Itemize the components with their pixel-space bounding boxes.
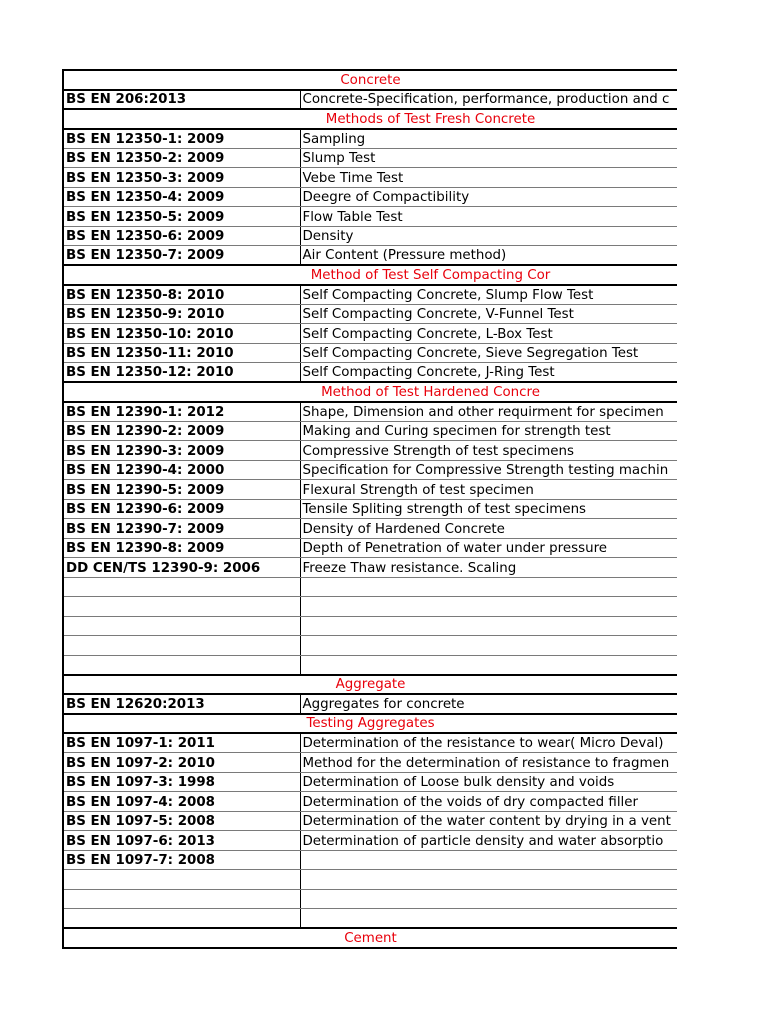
standard-description-cell[interactable]: Concrete-Specification, performance, production and c bbox=[300, 90, 677, 110]
standard-code-cell[interactable]: BS EN 1097-7: 2008 bbox=[63, 850, 300, 870]
table-row bbox=[63, 753, 677, 773]
standard-code-cell[interactable]: BS EN 12350-5: 2009 bbox=[63, 207, 300, 227]
standard-description-cell[interactable]: Determination of Loose bulk density and voids bbox=[300, 772, 677, 792]
table-row bbox=[63, 577, 677, 597]
standard-description-cell[interactable]: Compressive Strength of test specimens bbox=[300, 441, 677, 461]
section-header-cell[interactable] bbox=[63, 928, 677, 948]
section-title: Aggregate bbox=[335, 677, 406, 692]
table-row bbox=[63, 499, 677, 519]
table-row bbox=[63, 636, 677, 656]
standards-table-body bbox=[63, 70, 677, 948]
table-row bbox=[63, 421, 677, 441]
standard-code-cell[interactable]: BS EN 12390-7: 2009 bbox=[63, 519, 300, 539]
standard-code-cell[interactable]: BS EN 1097-4: 2008 bbox=[63, 792, 300, 812]
section-title: Testing Aggregates bbox=[306, 716, 435, 731]
table-row bbox=[63, 304, 677, 324]
section-header-row bbox=[63, 675, 677, 695]
standard-description-cell[interactable]: Self Compacting Concrete, J-Ring Test bbox=[300, 363, 677, 383]
standard-code-cell[interactable]: BS EN 206:2013 bbox=[63, 90, 300, 110]
standard-description-cell[interactable]: Determination of particle density and water absorptio bbox=[300, 831, 677, 851]
table-row bbox=[63, 168, 677, 188]
standard-description-cell[interactable]: Flexural Strength of test specimen bbox=[300, 480, 677, 500]
table-row bbox=[63, 441, 677, 461]
standard-code-cell[interactable]: BS EN 1097-5: 2008 bbox=[63, 811, 300, 831]
table-row bbox=[63, 558, 677, 578]
table-row bbox=[63, 90, 677, 110]
standard-code-cell[interactable]: BS EN 12390-6: 2009 bbox=[63, 499, 300, 519]
section-header-cell[interactable] bbox=[63, 382, 677, 402]
standard-code-cell[interactable]: BS EN 12390-3: 2009 bbox=[63, 441, 300, 461]
standard-description-cell[interactable]: Density bbox=[300, 226, 677, 246]
standard-code-cell[interactable]: BS EN 12350-9: 2010 bbox=[63, 304, 300, 324]
section-title: Cement bbox=[344, 930, 397, 946]
table-row bbox=[63, 402, 677, 422]
standard-description-cell[interactable]: Making and Curing specimen for strength test bbox=[300, 421, 677, 441]
standard-description-cell[interactable] bbox=[300, 597, 677, 617]
table-row bbox=[63, 694, 677, 714]
table-row bbox=[63, 226, 677, 246]
section-header-cell[interactable] bbox=[63, 109, 677, 129]
section-title: Method of Test Hardened Concre bbox=[321, 384, 540, 400]
standard-code-cell[interactable]: BS EN 12390-2: 2009 bbox=[63, 421, 300, 441]
standard-code-cell[interactable]: BS EN 12350-7: 2009 bbox=[63, 246, 300, 266]
section-header-row bbox=[63, 70, 677, 90]
standards-sheet bbox=[62, 69, 676, 949]
table-row bbox=[63, 850, 677, 870]
standard-code-cell[interactable]: BS EN 1097-2: 2010 bbox=[63, 753, 300, 773]
table-row bbox=[63, 480, 677, 500]
standard-code-cell[interactable]: BS EN 12390-4: 2000 bbox=[63, 460, 300, 480]
section-title: Method of Test Self Compacting Cor bbox=[310, 267, 551, 283]
standard-description-cell[interactable]: Flow Table Test bbox=[300, 207, 677, 227]
section-header-row bbox=[63, 382, 677, 402]
standard-description-cell[interactable] bbox=[300, 577, 677, 597]
standard-description-cell[interactable] bbox=[300, 616, 677, 636]
standard-code-cell[interactable] bbox=[63, 655, 300, 675]
standard-description-cell[interactable]: Self Compacting Concrete, Slump Flow Test bbox=[300, 285, 677, 305]
standard-code-cell[interactable] bbox=[63, 577, 300, 597]
standard-code-cell[interactable]: BS EN 1097-3: 1998 bbox=[63, 772, 300, 792]
standard-code-cell[interactable]: DD CEN/TS 12390-9: 2006 bbox=[63, 558, 300, 578]
standard-description-cell[interactable]: Slump Test bbox=[300, 148, 677, 168]
table-row bbox=[63, 246, 677, 266]
standard-code-cell[interactable]: BS EN 12350-8: 2010 bbox=[63, 285, 300, 305]
standard-code-cell[interactable]: BS EN 12350-4: 2009 bbox=[63, 187, 300, 207]
section-header-row bbox=[63, 714, 677, 734]
section-header-row bbox=[63, 109, 677, 129]
standard-code-cell[interactable]: BS EN 12350-3: 2009 bbox=[63, 168, 300, 188]
table-row bbox=[63, 655, 677, 675]
standard-description-cell[interactable]: Self Compacting Concrete, L-Box Test bbox=[300, 324, 677, 344]
table-row bbox=[63, 909, 677, 929]
section-header-cell[interactable] bbox=[63, 675, 677, 695]
section-header-cell[interactable] bbox=[63, 265, 677, 285]
table-row bbox=[63, 324, 677, 344]
standard-description-cell[interactable]: Determination of the resistance to wear( Micro Deval) bbox=[300, 733, 677, 753]
table-row bbox=[63, 889, 677, 909]
section-title: Methods of Test Fresh Concrete bbox=[325, 111, 536, 127]
standard-code-cell[interactable]: BS EN 12620:2013 bbox=[63, 694, 300, 714]
table-row bbox=[63, 772, 677, 792]
standard-code-cell[interactable] bbox=[63, 597, 300, 617]
standards-table bbox=[62, 69, 677, 949]
standard-code-cell[interactable]: BS EN 1097-6: 2013 bbox=[63, 831, 300, 851]
table-row bbox=[63, 616, 677, 636]
standard-description-cell[interactable]: Self Compacting Concrete, Sieve Segregation Test bbox=[300, 343, 677, 363]
table-row bbox=[63, 148, 677, 168]
standard-description-cell[interactable] bbox=[300, 850, 677, 870]
table-row bbox=[63, 870, 677, 890]
table-row bbox=[63, 460, 677, 480]
standard-description-cell[interactable]: Sampling bbox=[300, 129, 677, 149]
section-header-cell[interactable] bbox=[63, 70, 677, 90]
standard-code-cell[interactable] bbox=[63, 636, 300, 656]
standard-code-cell[interactable]: BS EN 12350-10: 2010 bbox=[63, 324, 300, 344]
standard-description-cell[interactable]: Method for the determination of resistance to fragmen bbox=[300, 753, 677, 773]
table-row bbox=[63, 831, 677, 851]
standard-description-cell[interactable]: Air Content (Pressure method) bbox=[300, 246, 677, 266]
standard-description-cell[interactable]: Aggregates for concrete bbox=[300, 694, 677, 714]
standard-code-cell[interactable]: BS EN 12350-2: 2009 bbox=[63, 148, 300, 168]
standard-description-cell[interactable]: Depth of Penetration of water under pressure bbox=[300, 538, 677, 558]
standard-description-cell[interactable]: Tensile Spliting strength of test specimens bbox=[300, 499, 677, 519]
standard-code-cell[interactable] bbox=[63, 909, 300, 929]
table-row bbox=[63, 538, 677, 558]
standard-code-cell[interactable]: BS EN 12350-6: 2009 bbox=[63, 226, 300, 246]
standard-description-cell[interactable]: Determination of the water content by drying in a vent bbox=[300, 811, 677, 831]
table-row bbox=[63, 597, 677, 617]
standard-code-cell[interactable]: BS EN 12390-1: 2012 bbox=[63, 402, 300, 422]
standard-code-cell[interactable]: BS EN 12390-5: 2009 bbox=[63, 480, 300, 500]
standard-description-cell[interactable]: Density of Hardened Concrete bbox=[300, 519, 677, 539]
table-row bbox=[63, 129, 677, 149]
section-title: Concrete bbox=[340, 72, 401, 88]
table-row bbox=[63, 363, 677, 383]
table-row bbox=[63, 733, 677, 753]
standard-code-cell[interactable] bbox=[63, 870, 300, 890]
standard-description-cell[interactable] bbox=[300, 655, 677, 675]
section-header-row bbox=[63, 928, 677, 948]
standard-description-cell[interactable] bbox=[300, 909, 677, 929]
standard-description-cell[interactable] bbox=[300, 636, 677, 656]
standard-code-cell[interactable]: BS EN 12350-1: 2009 bbox=[63, 129, 300, 149]
standard-description-cell[interactable]: Determination of the voids of dry compacted filler bbox=[300, 792, 677, 812]
table-row bbox=[63, 811, 677, 831]
standard-description-cell[interactable]: Vebe Time Test bbox=[300, 168, 677, 188]
standard-description-cell[interactable] bbox=[300, 870, 677, 890]
section-header-cell[interactable] bbox=[63, 714, 677, 734]
standard-code-cell[interactable] bbox=[63, 889, 300, 909]
section-header-row bbox=[63, 265, 677, 285]
table-row bbox=[63, 519, 677, 539]
standard-code-cell[interactable]: BS EN 1097-1: 2011 bbox=[63, 733, 300, 753]
standard-description-cell[interactable] bbox=[300, 889, 677, 909]
table-row bbox=[63, 792, 677, 812]
standard-description-cell[interactable]: Specification for Compressive Strength testing machin bbox=[300, 460, 677, 480]
standard-code-cell[interactable]: BS EN 12350-11: 2010 bbox=[63, 343, 300, 363]
standard-description-cell[interactable]: Deegre of Compactibility bbox=[300, 187, 677, 207]
standard-description-cell[interactable]: Freeze Thaw resistance. Scaling bbox=[300, 558, 677, 578]
table-row bbox=[63, 187, 677, 207]
table-row bbox=[63, 343, 677, 363]
standard-description-cell[interactable]: Self Compacting Concrete, V-Funnel Test bbox=[300, 304, 677, 324]
standard-description-cell[interactable]: Shape, Dimension and other requirment for specimen bbox=[300, 402, 677, 422]
standard-code-cell[interactable]: BS EN 12350-12: 2010 bbox=[63, 363, 300, 383]
table-row bbox=[63, 285, 677, 305]
standard-code-cell[interactable] bbox=[63, 616, 300, 636]
table-row bbox=[63, 207, 677, 227]
standard-code-cell[interactable]: BS EN 12390-8: 2009 bbox=[63, 538, 300, 558]
